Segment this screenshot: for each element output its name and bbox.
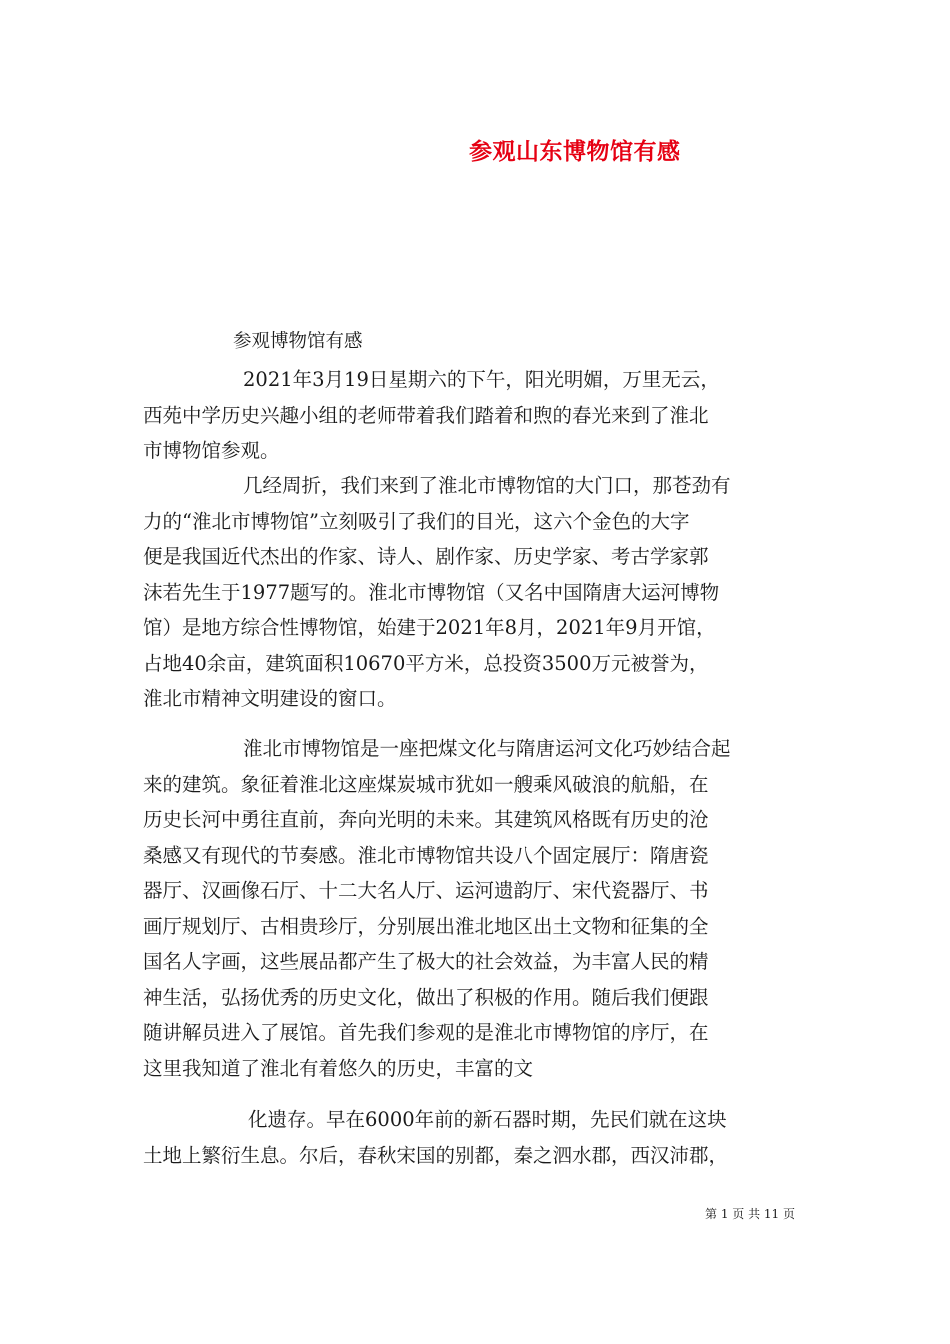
paragraph-line: 力的“淮北市博物馆”立刻吸引了我们的目光，这六个金色的大字 [143,509,690,533]
paragraph-line: 沫若先生于1977题写的。淮北市博物馆（又名中国隋唐大运河博物 [143,580,720,604]
paragraph-2 [143,468,823,717]
paragraph-3 [143,731,823,1086]
paragraph-4 [143,1102,823,1173]
paragraph-line: 土地上繁衍生息。尔后，春秋宋国的别都，秦之泗水郡，西汉沛郡， [143,1143,729,1167]
paragraph-line: 来的建筑。象征着淮北这座煤炭城市犹如一艘乘风破浪的航船，在 [143,772,709,796]
paragraph-line: 器厅、汉画像石厅、十二大名人厅、运河遗韵厅、宋代瓷器厅、书 [143,879,709,902]
paragraph-line: 化遗存。早在6000年前的新石器时期，先民们就在这块 [248,1108,727,1131]
paragraph-line: 国名人字画，这些展品都产生了极大的社会效益，为丰富人民的精 [143,950,709,973]
paragraph-line: 市博物馆参观。 [143,439,280,462]
paragraph-line: 馆）是地方综合性博物馆，始建于2021年8月，2021年9月开馆， [143,616,716,639]
paragraph-line: 淮北市博物馆是一座把煤文化与隋唐运河文化巧妙结合起 [243,737,731,760]
paragraph-line: 桑感又有现代的节奏感。淮北市博物馆共设八个固定展厅：隋唐瓷 [143,843,709,867]
paragraph-line: 西苑中学历史兴趣小组的老师带着我们踏着和煦的春光来到了淮北 [143,403,709,427]
paragraph-line: 神生活，弘扬优秀的历史文化，做出了积极的作用。随后我们便跟 [143,985,709,1009]
document-subtitle: 参观博物馆有感 [233,331,363,352]
paragraph-line: 画厅规划厅、古相贵珍厅，分别展出淮北地区出土文物和征集的全 [143,914,709,938]
paragraph-line: 2021年3月19日星期六的下午，阳光明媚，万里无云， [243,368,720,391]
paragraph-line: 淮北市精神文明建设的窗口。 [143,687,397,710]
paragraph-line: 几经周折，我们来到了淮北市博物馆的大门口，那苍劲有 [243,474,731,497]
paragraph-line: 随讲解员进入了展馆。首先我们参观的是淮北市博物馆的序厅，在 [143,1021,709,1044]
paragraph-1 [143,362,823,469]
document-title: 参观山东博物馆有感 [469,138,681,165]
paragraph-line: 这里我知道了淮北有着悠久的历史，丰富的文 [143,1056,534,1080]
paragraph-line: 占地40余亩，建筑面积10670平方米，总投资3500万元被誉为， [143,651,709,675]
paragraph-line: 历史长河中勇往直前，奔向光明的未来。其建筑风格既有历史的沧 [143,808,709,831]
paragraph-line: 便是我国近代杰出的作家、诗人、剧作家、历史学家、考古学家郭 [143,545,709,568]
page-number-footer: 第 1 页 共 11 页 [705,1207,795,1221]
